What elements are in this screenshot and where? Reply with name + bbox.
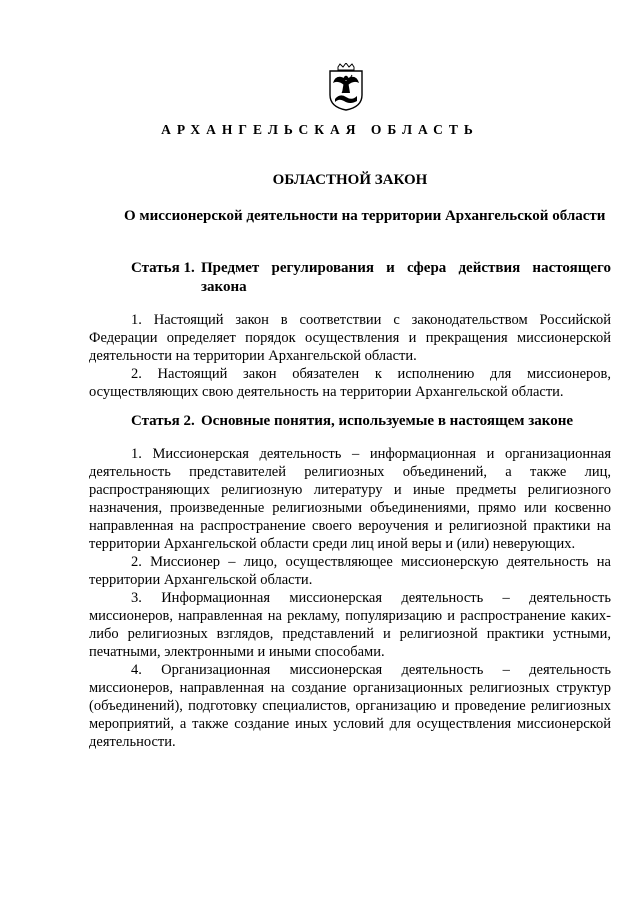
law-type: ОБЛАСТНОЙ ЗАКОН: [272, 172, 428, 188]
paragraph: 1. Миссионерская деятельность – информационная и организационная деятельность представителей религиозных объединений, а также лиц, распространяющих религиозную литературу и иные предметы религиозного назначения, произведенные религиозными объединениями, прямо или косвенно направленная на распространение своего вероучения и религиозной практики на территории Архангельской области среди лиц иной веры и (или) неверующих.: [89, 446, 611, 552]
article-2-body: [89, 445, 611, 751]
article-1-body: [89, 311, 611, 401]
region-name: АРХАНГЕЛЬСКАЯ ОБЛАСТЬ: [161, 122, 479, 137]
paragraph: 1. Настоящий закон в соответствии с законодательством Российской Федерации определяет порядок осуществления и прекращения миссионерской деятельности на территории Архангельской области.: [89, 312, 611, 364]
article-2-title: Основные понятия, используемые в настоящем законе: [201, 413, 574, 429]
paragraph: 2. Настоящий закон обязателен к исполнению для миссионеров, осуществляющих свою деятельность на территории Архангельской области.: [89, 366, 611, 400]
article-1-title: Предмет регулирования и сфера действия настоящего закона: [201, 260, 611, 295]
archangel-coat-of-arms-icon: [326, 63, 366, 111]
paragraph: 2. Миссионер – лицо, осуществляющее миссионерскую деятельность на территории Архангельской области.: [89, 554, 611, 588]
paragraph: 3. Информационная миссионерская деятельность – деятельность миссионеров, направленная на рекламу, популяризацию и распространение каких-либо религиозных взглядов, представлений и религиозной практики устными, печатными, электронными и иными способами.: [89, 590, 611, 660]
law-title: О миссионерской деятельности на территории Архангельской области: [124, 208, 606, 224]
paragraph: 4. Организационная миссионерская деятельность – деятельность миссионеров, направленная на создание организационных религиозных структур (объединений), подготовку специалистов, организацию и проведение религиозных мероприятий, а также создание иных условий для осуществления миссионерской деятельности.: [89, 662, 611, 750]
article-1-number: Статья 1.: [131, 260, 195, 276]
article-2-number: Статья 2.: [131, 413, 195, 429]
article-1-heading: [131, 259, 611, 297]
article-2-heading: [131, 412, 611, 431]
